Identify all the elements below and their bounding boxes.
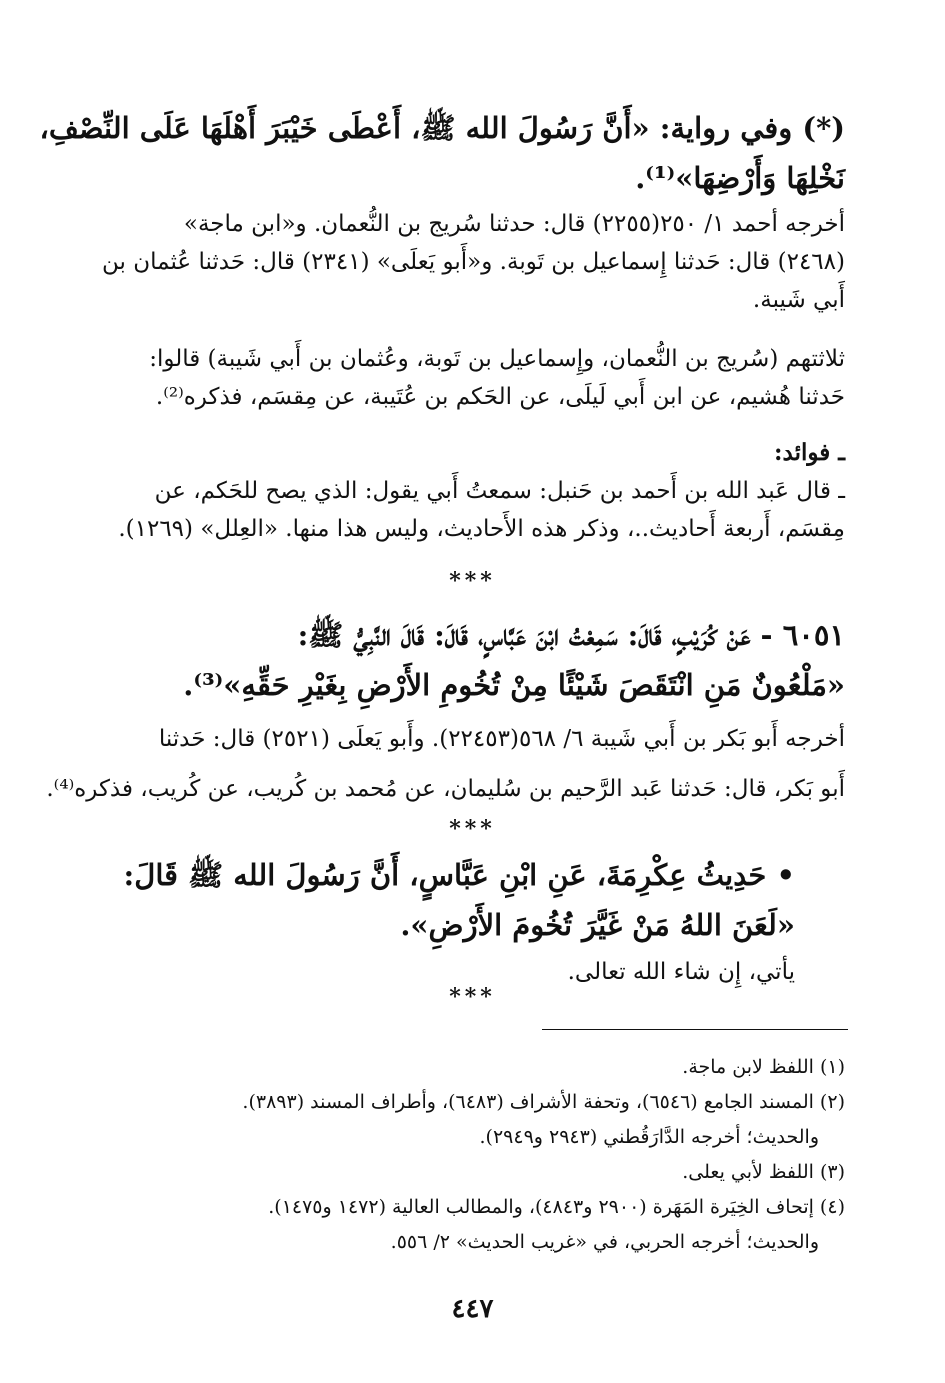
section-separator: *** [449, 816, 496, 842]
text-line: يأتي، إِن شاء الله تعالى. [567, 959, 795, 985]
text-line: حَدثنا هُشيم، عن ابن أَبي لَيلَى، عن الحَكم بن عُتَيبة، عن مِقسَم، فذكره⁽²⁾. [155, 384, 845, 410]
footnote-4-continued: والحديث؛ أخرجه الحربي، في «غريب الحديث» ٢/ ٥٥٦. [390, 1231, 819, 1253]
text-line: (*) وفي رواية: «أَنَّ رَسُولَ الله ﷺ، أَعْطَى خَيْبَرَ أَهْلَهَا عَلَى النِّصْفِ، [39, 111, 845, 145]
takhrij-paragraph [105, 340, 845, 416]
text-line: ـ قال عَبد الله بن أَحمد بن حَنبل: سمعتُ أَبي يقول: الذي يصح للحَكم، عن [154, 478, 845, 504]
text-line: (٢٤٦٨) قال: حَدثنا إِسماعيل بن تَوبة. و«أَبو يَعلَى» (٢٣٤١) قال: حَدثنا عُثمان بن [102, 249, 845, 275]
text-line: ٦٠٥١ - عَنْ كُرَيْبٍ، قَالَ: سَمِعْتُ ابْنَ عَبَّاسٍ، قَالَ: قَالَ النَّبِيُّ ﷺ: [297, 618, 845, 652]
text-line: أَبي شَيبة. [752, 287, 845, 313]
narration-variant [39, 103, 845, 203]
hadith-6051 [105, 610, 845, 710]
section-separator: *** [449, 568, 496, 594]
text-line: أخرجه أحمد ١/ ٢٥٠(٢٢٥٥) قال: حدثنا سُريج بن النُّعمان. و«ابن ماجة» [183, 211, 845, 237]
text-line: «مَلْعُونٌ مَنِ انْتَقَصَ شَيْئًا مِنْ تُخُومِ الأَرْضِ بِغَيْرِ حَقِّهِ»⁽³⁾. [183, 668, 845, 702]
fawaid-heading: ـ فوائد: [774, 439, 845, 466]
text-line: أَبو بَكر، قال: حَدثنا عَبد الرَّحيم بن سُليمان، عن مُحمد بن كُريب، عن كُريب، فذكره⁽⁴⁾. [46, 776, 845, 802]
footnote-2-continued: والحديث؛ أخرجه الدَّارَقُطني (٢٩٤٣ و٢٩٤٩). [479, 1126, 819, 1148]
takhrij-paragraph [102, 205, 845, 319]
page-number: ٤٤٧ [451, 1294, 494, 1324]
footnote-4: (٤) إتحاف الخِيَرة المَهَرة (٢٩٠٠ و٤٨٤٣)، والمطالب العالية (١٤٧٢ و١٤٧٥). [268, 1196, 845, 1218]
text-line: مِقسَم، أَربعة أَحاديث..، وذكر هذه الأَحاديث، وليس هذا منها. «العِلل» (١٢٦٩). [118, 516, 845, 542]
footnote-2: (٢) المسند الجامع (٦٥٤٦)، وتحفة الأشراف (٦٤٨٣)، وأطراف المسند (٣٨٩٣). [242, 1091, 845, 1113]
fawaid-section [105, 434, 845, 548]
text-line: نَخْلِهَا وَأَرْضِهَا»⁽¹⁾. [635, 161, 845, 195]
footnotes [105, 1050, 845, 1260]
hadith-ikrima [105, 850, 795, 950]
text-line: ثلاثتهم (سُريج بن النُّعمان، وإِسماعيل بن تَوبة، وعُثمان بن أَبي شَيبة) قالوا: [149, 346, 845, 372]
footnote-1: (١) اللفظ لابن ماجة. [682, 1056, 845, 1078]
footnote-3: (٣) اللفظ لأبي يعلى. [682, 1161, 845, 1183]
text-line: «لَعَنَ اللهُ مَنْ غَيَّرَ تُخُومَ الأَرْضِ». [400, 908, 795, 942]
footnote-divider [542, 1029, 848, 1030]
takhrij-paragraph [46, 720, 845, 808]
section-separator: *** [449, 984, 496, 1010]
text-line: أخرجه أَبو بَكر بن أَبي شَيبة ٦/ ٥٦٨(٢٢٤٥٣). وأَبو يَعلَى (٢٥٢١) قال: حَدثنا [158, 726, 845, 752]
text-line: • حَدِيثُ عِكْرِمَةَ، عَنِ ابْنِ عَبَّاسٍ، أَنَّ رَسُولَ الله ﷺ قَالَ: [123, 858, 795, 892]
